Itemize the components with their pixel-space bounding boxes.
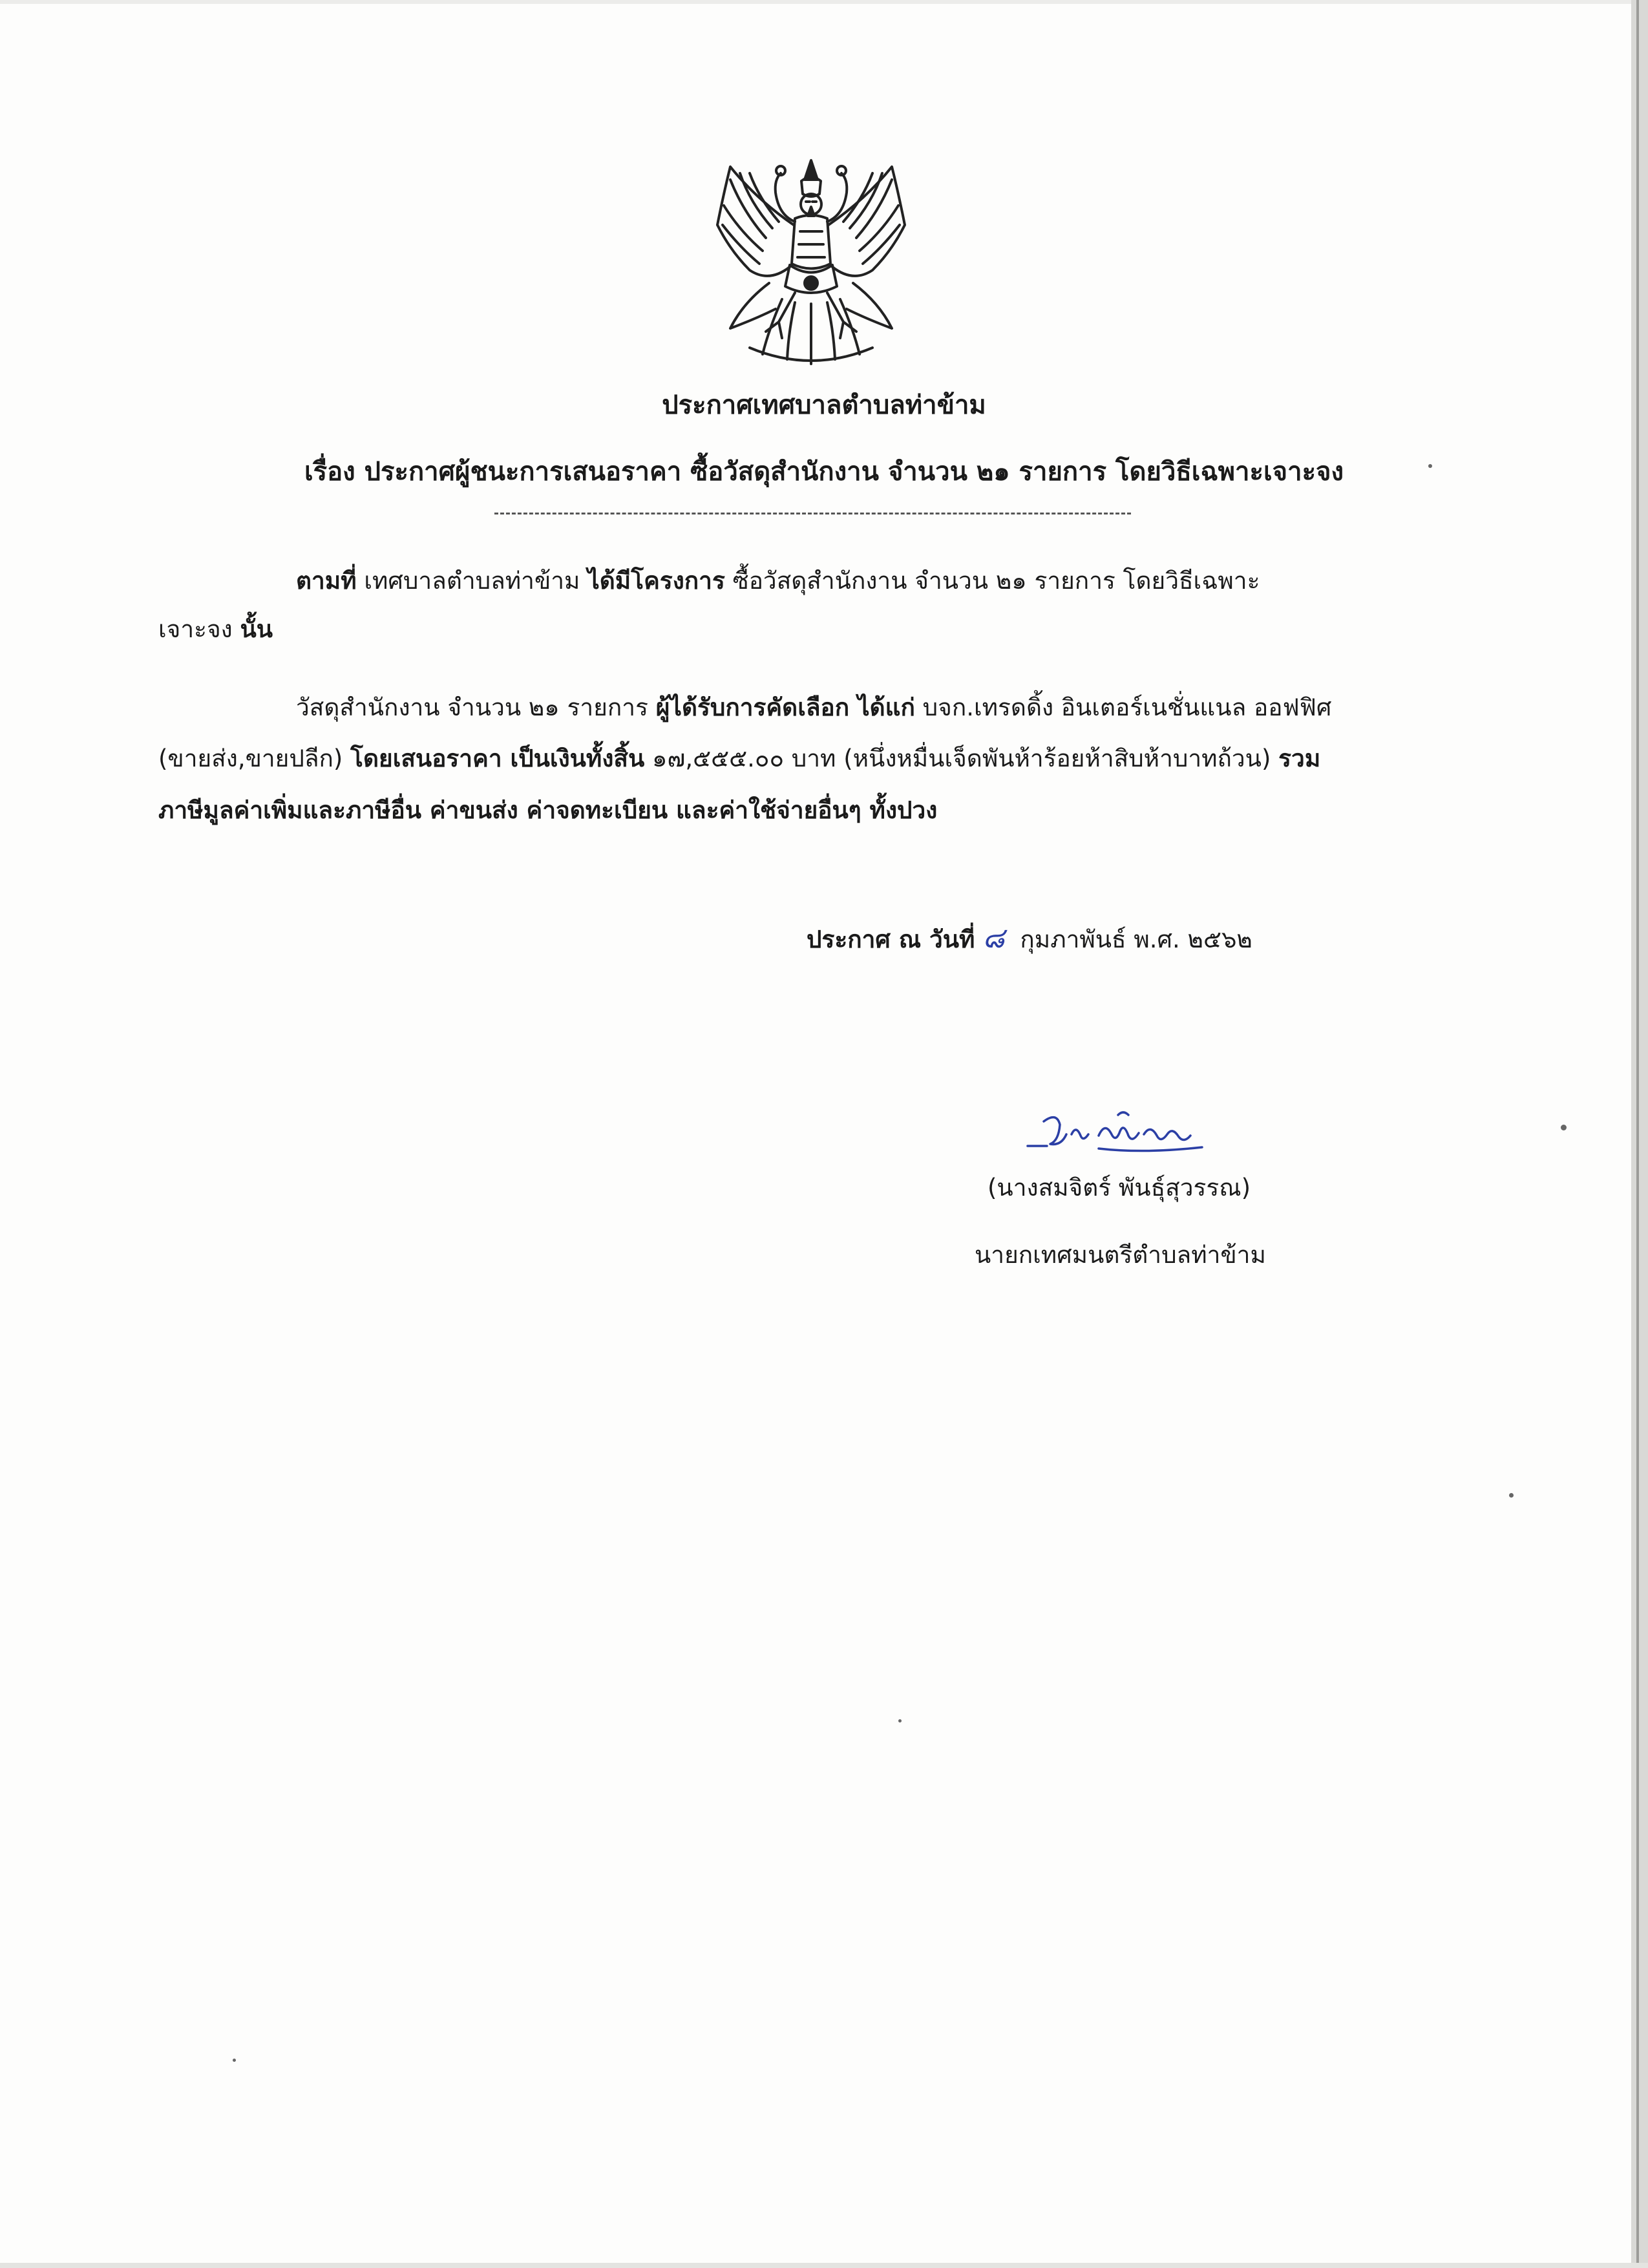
scan-speck (898, 1719, 902, 1722)
announce-label: ประกาศ ณ วันที่ (807, 926, 975, 953)
garuda-emblem-icon (704, 154, 918, 374)
para2-text-2: บจก.เทรดดิ้ง อินเตอร์เนชั่นแนล ออฟฟิศ (914, 694, 1332, 721)
scan-speck (1509, 1493, 1514, 1498)
paragraph-2-line-3 (158, 798, 937, 822)
scan-speck (233, 2059, 236, 2062)
scan-edge-bottom (0, 2263, 1648, 2268)
para1-lead: ตามที่ (296, 567, 357, 595)
para2-bold-1: ผู้ได้รับการคัดเลือก ได้แก่ (655, 694, 915, 721)
para2-line2-text-1: (ขายส่ง,ขายปลีก) (158, 745, 351, 772)
paragraph-2-line-2 (158, 747, 1320, 770)
para1-text-2: ซื้อวัสดุสำนักงาน จำนวน ๒๑ รายการ โดยวิธีเฉพาะ (724, 567, 1260, 595)
para2-line2-text-2: ๑๗,๕๕๕.๐๐ บาท (หนึ่งหมื่นเจ็ดพันห้าร้อยห้าสิบห้าบาทถ้วน) (644, 745, 1279, 772)
document-subject: เรื่อง ประกาศผู้ชนะการเสนอราคา ซื้อวัสดุสำนักงาน จำนวน ๒๑ รายการ โดยวิธีเฉพาะเจาะจง (304, 457, 1344, 487)
paragraph-1-line-1 (296, 569, 1260, 593)
announce-month-year: กุมภาพันธ์ พ.ศ. ๒๕๖๒ (1020, 926, 1252, 953)
para2-line3-bold: ภาษีมูลค่าเพิ่มและภาษีอื่น ค่าขนส่ง ค่าจดทะเบียน และค่าใช้จ่ายอื่นๆ ทั้งปวง (158, 796, 938, 824)
handwritten-day: ๘ (982, 922, 1005, 955)
signer-position: นายกเทศมนตรีตำบลท่าข้าม (975, 1241, 1266, 1269)
scan-edge-top (0, 0, 1648, 4)
scan-speck (1561, 1125, 1567, 1130)
handwritten-signature (1021, 1096, 1215, 1160)
scan-edge-right-line (1636, 0, 1639, 2268)
para2-line2-bold-2: รวม (1278, 745, 1321, 772)
para2-text-1: วัสดุสำนักงาน จำนวน ๒๑ รายการ (296, 694, 656, 721)
para1-line2-text: เจาะจง (158, 615, 240, 643)
scan-speck (1428, 464, 1432, 468)
paragraph-1-line-2 (158, 617, 273, 641)
signer-name: (นางสมจิตร์ พันธุ์สุวรรณ) (988, 1174, 1251, 1202)
announcement-date (807, 915, 1252, 960)
scan-edge-right (1631, 0, 1648, 2268)
document-title: ประกาศเทศบาลตำบลท่าข้าม (662, 390, 986, 420)
para2-line2-bold-1: โดยเสนอราคา เป็นเงินทั้งสิ้น (350, 745, 645, 772)
dashed-separator (494, 513, 1131, 514)
para1-text-1: เทศบาลตำบลท่าข้าม (356, 567, 588, 595)
paragraph-2-line-1 (296, 695, 1331, 719)
para1-bold-2: ได้มีโครงการ (587, 567, 725, 595)
para1-line2-bold: นั้น (240, 615, 273, 643)
